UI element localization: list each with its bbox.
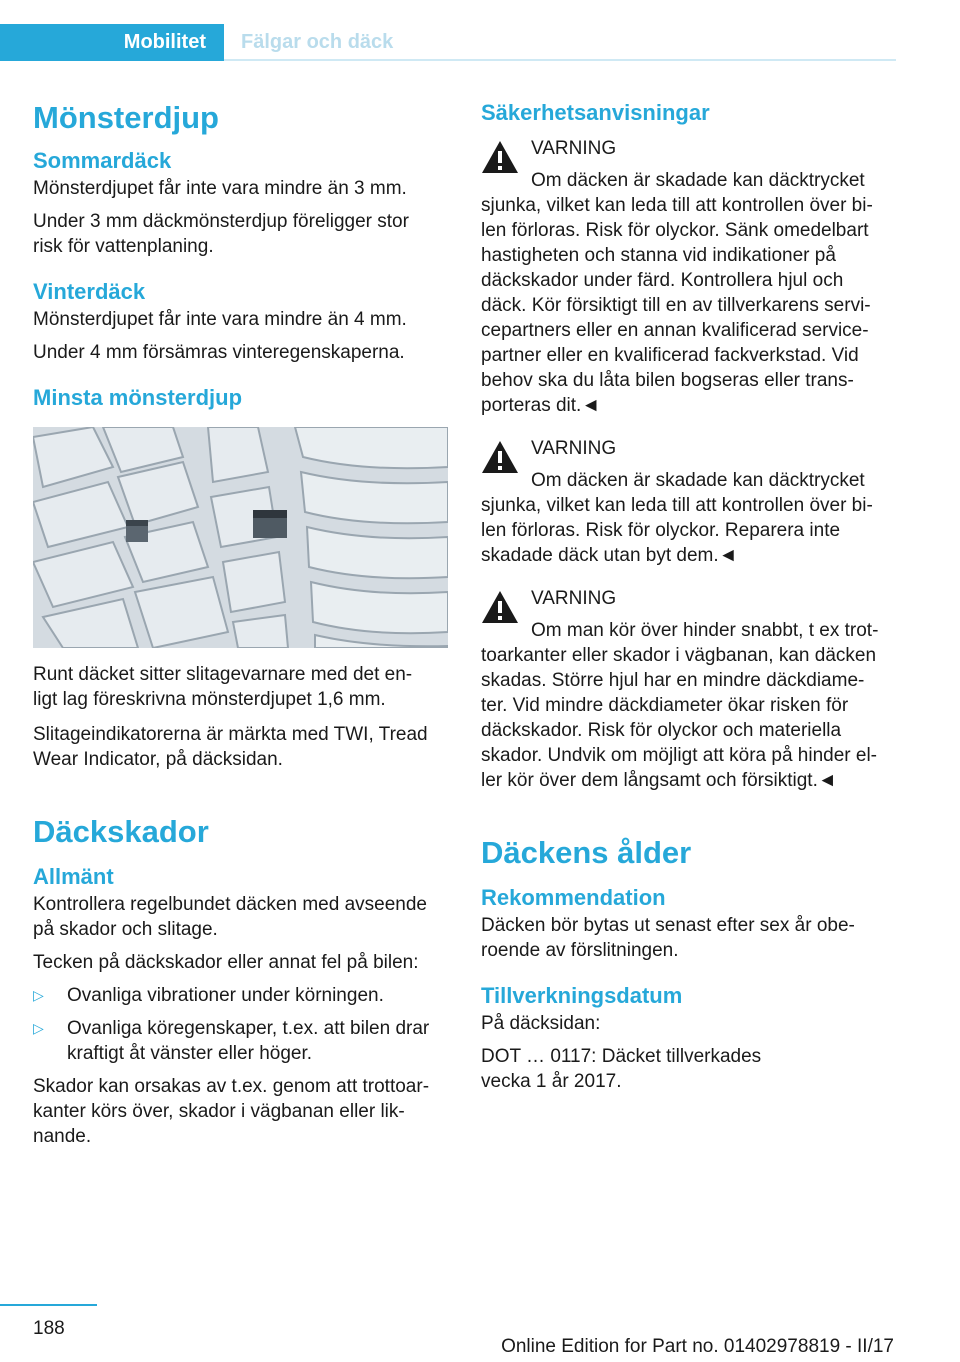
page-header xyxy=(0,0,960,64)
warning-label: VARNING xyxy=(531,438,617,459)
paragraph-line: Under 3 mm däckmönsterdjup föreligger stor xyxy=(33,211,409,232)
warning-text-line: skador. Undvik om möjligt att köra på hinder el- xyxy=(481,745,878,766)
warning-text-line: hastigheten och stanna vid indikationer på xyxy=(481,245,836,266)
triangle-right-icon: ▷ xyxy=(33,987,44,1003)
warning-text-line: sjunka, vilket kan leda till att kontrollen över bi- xyxy=(481,195,873,216)
paragraph: Mönsterdjupet får inte vara mindre än 4 mm. xyxy=(33,309,407,330)
warning-text-line: len förloras. Risk för olyckor. Sänk omedelbart xyxy=(481,220,869,241)
list-item-text: kraftigt åt vänster eller höger. xyxy=(67,1043,313,1064)
warning-label: VARNING xyxy=(531,138,617,159)
paragraph-line: kanter körs över, skador i vägbanan eller lik- xyxy=(33,1101,405,1122)
warning-text-line: ter. Vid mindre däckdiameter ökar risken för xyxy=(481,695,849,716)
warning-text-line: sjunka, vilket kan leda till att kontrollen över bi- xyxy=(481,495,873,516)
section-tab-mobilitet: Mobilitet xyxy=(0,24,224,61)
heading-sommardack: Sommardäck xyxy=(33,148,172,173)
heading-monsterdjup: Mönsterdjup xyxy=(33,100,219,135)
heading-sakerhetsanvisningar: Säkerhetsanvisningar xyxy=(481,100,710,125)
page-number: 188 xyxy=(33,1318,65,1339)
heading-dackskador: Däckskador xyxy=(33,814,209,849)
paragraph-line: ligt lag föreskrivna mönsterdjupet 1,6 mm. xyxy=(33,689,386,710)
edition-note: Online Edition for Part no. 01402978819 - II/17 xyxy=(501,1336,894,1357)
paragraph-line: Kontrollera regelbundet däcken med avseende xyxy=(33,894,427,915)
tire-tread-wear-indicator-image xyxy=(33,427,448,648)
paragraph-line: Slitageindikatorerna är märkta med TWI, Tread xyxy=(33,724,428,745)
triangle-right-icon: ▷ xyxy=(33,1020,44,1036)
heading-dackens-alder: Däckens ålder xyxy=(481,835,692,870)
warning-triangle-icon xyxy=(481,590,519,624)
warning-text-line: däck. Kör försiktigt till en av tillverkarens servi- xyxy=(481,295,871,316)
warning-text-line: len förloras. Risk för olyckor. Reparera inte xyxy=(481,520,841,541)
right-column xyxy=(481,98,895,1094)
left-column xyxy=(33,98,448,1149)
list-item xyxy=(33,983,448,1008)
paragraph-line: nande. xyxy=(33,1126,92,1147)
warning-text-line: däckskador under färd. Kontrollera hjul och xyxy=(481,270,844,291)
warning-text-line: däckskador. Risk för olyckor och materiella xyxy=(481,720,842,741)
heading-allmant: Allmänt xyxy=(33,864,114,889)
warning-text-line: toarkanter eller skador i vägbanan, kan däcken xyxy=(481,645,877,666)
heading-minsta-monsterdjup: Minsta mönsterdjup xyxy=(33,385,243,410)
heading-tillverkningsdatum: Tillverkningsdatum xyxy=(481,983,683,1008)
warning-block xyxy=(481,586,895,793)
warning-text-line: skadas. Större hjul har en mindre däckdiame- xyxy=(481,670,865,691)
paragraph-line: Däcken bör bytas ut senast efter sex år obe- xyxy=(481,915,855,936)
warning-text-line: Om däcken är skadade kan däcktrycket xyxy=(531,170,865,191)
warning-text-line: behov ska du låta bilen bogseras eller trans- xyxy=(481,370,854,391)
footer-divider xyxy=(0,1304,97,1306)
paragraph: Under 4 mm försämras vinteregenskaperna. xyxy=(33,342,405,363)
paragraph-line: på skador och slitage. xyxy=(33,919,218,940)
section-tab-falgar-och-dack: Fälgar och däck xyxy=(241,31,394,53)
paragraph: Tecken på däckskador eller annat fel på bilen: xyxy=(33,952,419,973)
warning-label: VARNING xyxy=(531,588,617,609)
paragraph-line: Wear Indicator, på däcksidan. xyxy=(33,749,283,770)
warning-text-line: ler kör över dem långsamt och försiktigt.◄ xyxy=(481,770,837,791)
paragraph-line: vecka 1 år 2017. xyxy=(481,1071,622,1092)
list-item xyxy=(33,1016,448,1066)
list-item-text: Ovanliga vibrationer under körningen. xyxy=(67,985,384,1006)
paragraph-line: risk för vattenplaning. xyxy=(33,236,214,257)
header-divider xyxy=(224,59,896,61)
paragraph-line: DOT … 0117: Däcket tillverkades xyxy=(481,1046,762,1067)
heading-vinterdack: Vinterdäck xyxy=(33,279,146,304)
warning-text-line: skadade däck utan byt dem.◄ xyxy=(481,545,738,566)
warning-text-line: Om man kör över hinder snabbt, t ex trot- xyxy=(531,620,879,641)
paragraph-line: Runt däcket sitter slitagevarnare med det en- xyxy=(33,664,413,685)
warning-text-line: cepartners eller en annan kvalificerad service- xyxy=(481,320,869,341)
warning-block xyxy=(481,136,895,418)
list-item-text: Ovanliga köregenskaper, t.ex. att bilen drar xyxy=(67,1018,430,1039)
warning-text-line: porteras dit.◄ xyxy=(481,395,601,416)
warning-text-line: Om däcken är skadade kan däcktrycket xyxy=(531,470,865,491)
warning-block xyxy=(481,436,895,568)
paragraph: På däcksidan: xyxy=(481,1013,601,1034)
paragraph: Mönsterdjupet får inte vara mindre än 3 mm. xyxy=(33,178,407,199)
warning-text-line: partner eller en kvalificerad fackverkstad. Vid xyxy=(481,345,859,366)
paragraph-line: roende av förslitningen. xyxy=(481,940,679,961)
warning-triangle-icon xyxy=(481,140,519,174)
paragraph-line: Skador kan orsakas av t.ex. genom att trottoar- xyxy=(33,1076,430,1097)
heading-rekommendation: Rekommendation xyxy=(481,885,666,910)
warning-triangle-icon xyxy=(481,440,519,474)
